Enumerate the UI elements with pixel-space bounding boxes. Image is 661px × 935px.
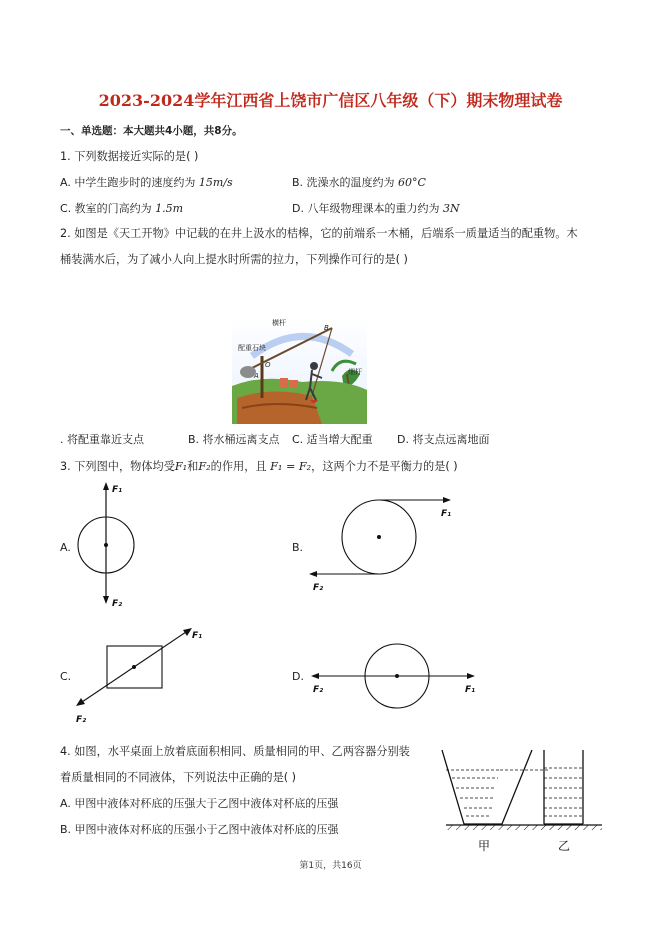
q3-stem-and: 和: [187, 460, 199, 473]
q1-option-a-value: 15m/s: [198, 176, 233, 189]
q3c-force2: F₂: [76, 715, 87, 725]
page-footer: 第1页，共16页: [299, 861, 362, 871]
q3-stem-mid: 的作用，且: [210, 460, 267, 473]
q2-option-c: C. 适当增大配重: [292, 433, 373, 446]
q1-option-a: [60, 174, 233, 190]
q3-figure-c: [72, 620, 222, 730]
q3-stem-pre: 3. 下列图中，物体均受: [60, 460, 175, 473]
q3d-force1: F₁: [465, 685, 476, 695]
q1-stem: 1. 下列数据接近实际的是( ): [60, 150, 199, 163]
q3-stem-post: ，这两个力不是平衡力的是( ): [311, 460, 458, 473]
q3b-force2: F₂: [313, 583, 324, 593]
q2-option-a: . 将配重靠近支点: [60, 433, 144, 446]
q2-option-b: B. 将水桶远离支点: [188, 433, 280, 446]
q1-option-b-value: 60°C: [398, 176, 426, 189]
q2-stem-line1: 2. 如图是《天工开物》中记载的在井上汲水的桔槔，它的前端系一木桶，后端系一质量适当的配重物。木: [60, 227, 578, 240]
q3-stem: [60, 458, 458, 474]
well-lever-illustration: [232, 316, 367, 424]
q3-label-b: B.: [292, 541, 304, 554]
label-rod: 细杆: [348, 368, 362, 376]
q1-option-c: [60, 200, 183, 216]
label-jia: 甲: [478, 839, 491, 853]
q3-label-c: C.: [60, 670, 72, 683]
q4-stem-line1: 4. 如图，水平桌面上放着底面积相同、质量相同的甲、乙两容器分别装: [60, 745, 410, 758]
q1-option-b: [292, 174, 426, 190]
q1-option-c-value: 1.5m: [155, 202, 184, 215]
label-yi: 乙: [558, 839, 571, 853]
section-heading: 一、单选题：本大题共4小题，共8分。: [60, 125, 243, 137]
q3a-force1: F₁: [112, 485, 123, 495]
q3-equation: F₁ = F₂: [270, 460, 312, 473]
q1-option-a-text: A. 中学生跑步时的速度约为: [60, 176, 196, 189]
q1-option-d-text: D. 八年级物理课本的重力约为: [292, 202, 440, 215]
q3-figure-b: [305, 490, 465, 600]
q1-option-d: [292, 200, 460, 216]
q4-option-b: B. 甲图中液体对杯底的压强小于乙图中液体对杯底的压强: [60, 823, 339, 836]
label-B: B: [324, 324, 329, 332]
label-A: A: [254, 372, 259, 380]
q1-option-d-value: 3N: [442, 202, 460, 215]
label-weight: 配重石块: [238, 344, 266, 352]
q1-option-c-text: C. 教室的门高约为: [60, 202, 152, 215]
q3a-force2: F₂: [112, 599, 123, 609]
q3c-force1: F₁: [192, 631, 203, 641]
q3-figure-a: [70, 478, 150, 613]
q3-f2: F₂: [198, 460, 211, 473]
label-O: O: [265, 361, 271, 369]
q1-option-b-text: B. 洗澡水的温度约为: [292, 176, 395, 189]
q3b-force1: F₁: [441, 509, 452, 519]
label-lever: 横杆: [272, 319, 286, 327]
q3-label-a: A.: [60, 541, 71, 554]
q4-stem-line2: 着质量相同的不同液体，下列说法中正确的是( ): [60, 771, 297, 784]
q3d-force2: F₂: [313, 685, 324, 695]
q2-option-d: D. 将支点远离地面: [397, 433, 490, 446]
q3-label-d: D.: [292, 670, 304, 683]
page-title: 2023-2024学年江西省上饶市广信区八年级（下）期末物理试卷: [98, 91, 563, 110]
q3-figure-d: [305, 640, 485, 715]
q4-option-a: A. 甲图中液体对杯底的压强大于乙图中液体对杯底的压强: [60, 797, 339, 810]
q2-stem-line2: 桶装满水后，为了减小人向上提水时所需的拉力，下列操作可行的是( ): [60, 253, 408, 266]
q3-f1: F₁: [174, 460, 188, 473]
q4-containers-figure: [440, 744, 610, 854]
